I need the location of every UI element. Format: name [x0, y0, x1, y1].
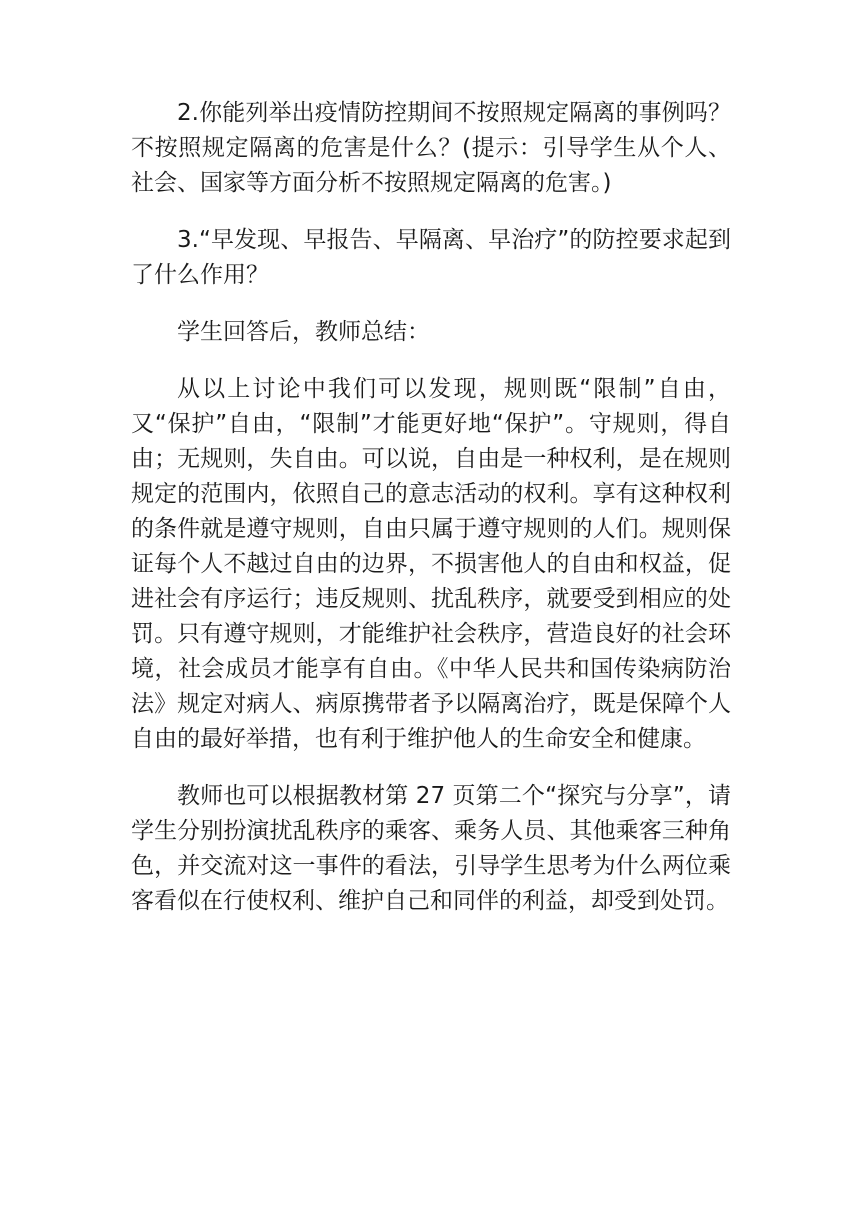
question-3-paragraph: 3.“早发现、早报告、早隔离、早治疗”的防控要求起到了什么作用？: [131, 227, 731, 288]
teacher-summary-paragraph: 从以上讨论中我们可以发现，规则既“限制”自由，又“保护”自由，“限制”才能更好地“保护”。守规则，得自由；无规则，失自由。可以说，自由是一种权利，是在规则规定的范围内，依照自己的意志活动的权利。享有这种权利的条件就是遵守规则，自由只属于遵守规则的人们。规则保证每个人不越过自由的边界，不损害他人的自由和权益，促进社会有序运行；违反规则、扰乱秩序，就要受到相应的处罚。只有遵守规则，才能维护社会秩序，营造良好的社会环境，社会成员才能享有自由。《中华人民共和国传染病防治法》规定对病人、病原携带者予以隔离治疗，既是保障个人自由的最好举措，也有利于维护他人的生命安全和健康。: [131, 376, 731, 752]
activity-suggestion-paragraph: 教师也可以根据教材第 27 页第二个“探究与分享”，请学生分别扮演扰乱秩序的乘客、乘务人员、其他乘客三种角色，并交流对这一事件的看法，引导学生思考为什么两位乘客看似在行使权利、维护自己和同伴的利益，却受到处罚。: [131, 783, 731, 914]
document-body: [131, 96, 731, 941]
question-2-paragraph: 2.你能列举出疫情防控期间不按照规定隔离的事例吗？不按照规定隔离的危害是什么？(提示：引导学生从个人、社会、国家等方面分析不按照规定隔离的危害。): [131, 100, 731, 196]
teacher-summary-intro: 学生回答后，教师总结：: [177, 319, 430, 345]
